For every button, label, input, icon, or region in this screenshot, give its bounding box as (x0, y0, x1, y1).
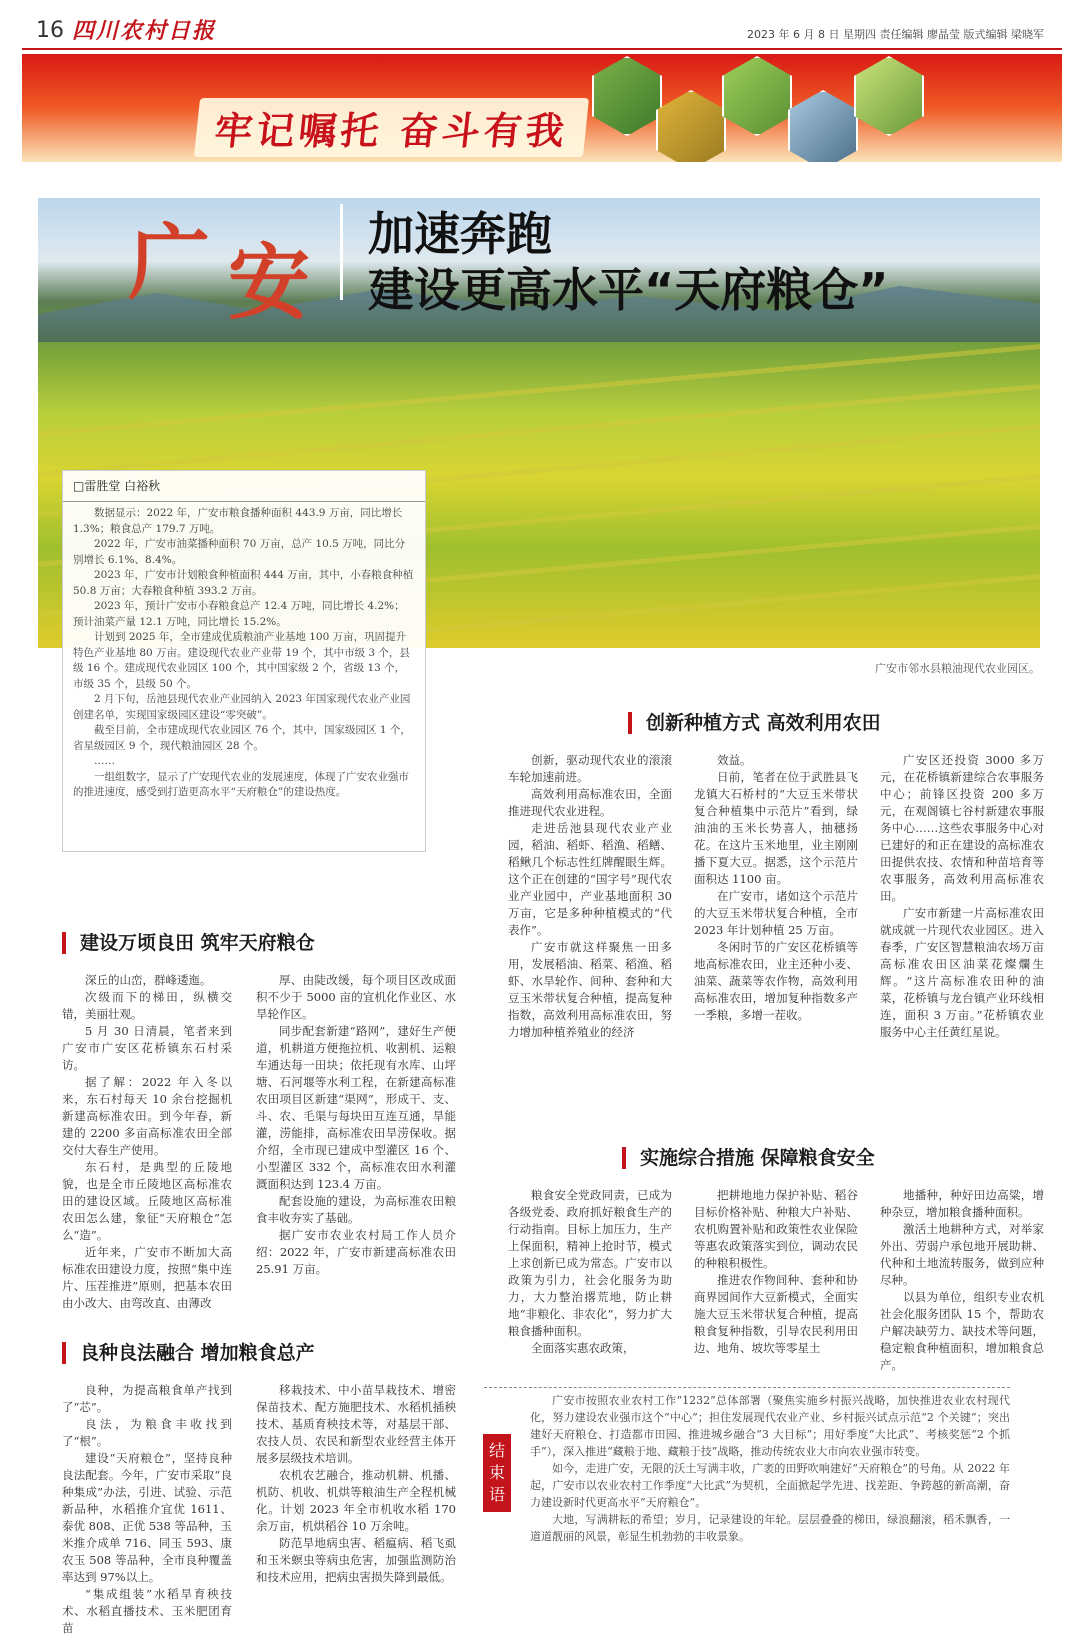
section-farmland-col-1 (62, 972, 232, 1312)
data-paragraph: …… (94, 755, 115, 767)
paragraph: 粮食安全党政同责，已成为各级党委、政府抓好粮食生产的行动指南。目标上加压力，生产上保面积，精神上抢时节，模式上求创新已成为常态。广安市以政策为引力，社会化服务为助力，大力整治撂荒地，防止耕地“非粮化、非农化”，努力扩大粮食播种面积。 (508, 1188, 672, 1338)
paragraph: 在广安市，诸如这个示范片的大豆玉米带状复合种植，全市 2023 年计划种植 25 万亩。 (694, 889, 858, 937)
banner-photo-grain (656, 90, 726, 162)
paragraph: 良种，为提高粮食单产找到了“芯”。 (62, 1383, 232, 1414)
paragraph: 5 月 30 日清晨，笔者来到广安市广安区花桥镇东石村采访。 (62, 1024, 232, 1072)
data-paragraph: 2 月下旬，岳池县现代农业产业园纳入 2023 年国家现代农业产业园创建名单，实现国家级园区建设“零突破”。 (73, 693, 411, 721)
section-planting-col-1 (508, 752, 672, 1041)
data-paragraph: 2022 年，广安市油菜播种面积 70 万亩，总产 10.5 万吨，同比分别增长 6.1%、8.4%。 (73, 538, 406, 566)
section-planting-col-3 (880, 752, 1044, 1041)
data-paragraph: 截至目前，全市建成现代农业园区 76 个，其中，国家级园区 1 个，省星级园区 9 个，现代粮油园区 28 个。 (73, 724, 411, 752)
paragraph: 同步配套新建“路网”，建好生产便道，机耕道方便拖拉机、收割机、运粮车通达每一田块；依托现有水库、山坪塘、石河堰等水利工程，在新建高标准农田项目区新建“渠网”，形成干、支、斗、农、毛渠与每块田互连互通，旱能灌，涝能排，高标准农田旱涝保收。据介绍，全市现已建成中型灌区 16 个、小型灌区 332 个，高标准农田水利灌溉面积达到 123.4 万亩。 (256, 1024, 456, 1191)
paragraph: 建设“天府粮仓”，坚持良种良法配套。今年，广安市采取“良种集成”办法，引进、试验、示范新品种，水稻推介宜优 1611、泰优 808、正优 538 等品种，玉米推介成单 716、同玉 593、康农玉 508 等品种，全市良种覆盖率达到 97%以上。 (62, 1451, 232, 1584)
paragraph: 良法，为粮食丰收找到了“根”。 (62, 1417, 232, 1448)
paragraph: 近年来，广安市不断加大高标准农田建设力度，按照“集中连片、压茬推进”原则，把基本农田由小改大、由弯改直、由薄改 (62, 1245, 232, 1310)
section-seeds-col-2 (256, 1382, 456, 1586)
paragraph: 广安市就这样聚焦一田多用，发展稻油、稻菜、稻渔、稻虾、水旱轮作、间种、套种和大豆玉米带状复合种植，提高复种指数，高效利用高标准农田，努力增加种植养殖业的经济 (508, 940, 672, 1039)
paragraph: 效益。 (717, 753, 752, 767)
paragraph: 创新，驱动现代农业的滚滚车轮加速前进。 (508, 753, 672, 784)
paragraph: 推进农作物间种、套种和协商界园间作大豆新模式，全面实施大豆玉米带状复合种植，提高粮食复种指数，引导农民利用田边、地角、坡坎等零星土 (694, 1273, 858, 1355)
data-paragraph: 2023 年，预计广安市小春粮食总产 12.4 万吨，同比增长 4.2%；预计油菜产量 12.1 万吨，同比增长 15.2%。 (73, 600, 405, 628)
data-paragraph: 一组组数字，显示了广安现代农业的发展速度，体现了广安农业强市的推进速度，感受到打造更高水平“天府粮仓”的建设热度。 (73, 770, 409, 798)
section-security-col-2 (694, 1187, 858, 1357)
paragraph: 据广安市农业农村局工作人员介绍：2022 年，广安市新建高标准农田 25.91 万亩。 (256, 1228, 456, 1276)
section-farmland-col-2 (256, 972, 456, 1278)
conclusion-tag: 结束语 (483, 1434, 511, 1512)
section-security-col-3 (880, 1187, 1044, 1374)
masthead-rule (22, 48, 1062, 50)
banner (22, 54, 1062, 162)
paragraph: 地播种，种好田边高粱，增种杂豆，增加粮食播种面积。 (880, 1188, 1044, 1219)
paragraph: 全面落实惠农政策， (531, 1341, 635, 1355)
conclusion-text (530, 1392, 1010, 1545)
paragraph: “集成组装”水稻旱育秧技术、水稻直播技术、玉米肥团育苗 (62, 1587, 232, 1635)
conclusion-rule (484, 1387, 1010, 1388)
paragraph: 以县为单位，组织专业农机社会化服务团队 15 个，帮助农户解决缺劳力、缺技术等问题，稳定粮食种植面积，增加粮食总产。 (880, 1290, 1044, 1372)
section-heading-food-security: 实施综合措施 保障粮食安全 (622, 1147, 875, 1169)
page-number: 16 (36, 18, 64, 43)
paragraph: 东石村，是典型的丘陵地貌，也是全市丘陵地区高标准农田的建设区域。丘陵地区高标准农田怎么建，象征“天府粮仓”怎么“造”。 (62, 1160, 232, 1242)
newspaper-name: 四川农村日报 (72, 18, 217, 44)
paragraph: 农机农艺融合，推动机耕、机播、机防、机收、机烘等粮油生产全程机械化。计划 2023 年全市机收水稻 170 余万亩，机烘稻谷 10 万余吨。 (256, 1468, 456, 1533)
headline-line-1: 加速奔跑 (368, 207, 552, 261)
paragraph: 广安市按照农业农村工作“1232”总体部署（聚焦实施乡村振兴战略，加快推进农业农村现代化，努力建设农业强市这个“中心”；担住发展现代农业产业、乡村振兴试点示范“2 个关键”；突出建好天府粮仓、打造都市田园、推进城乡融合“3 大目标”；用好季度“大比武”、考核奖惩“2 个抓手”），深入推进“藏粮于地、藏粮于技”战略，推动传统农业大市向农业强市转变。 (530, 1394, 1010, 1458)
headline-place-char-2: 安 (228, 235, 311, 331)
banner-slogan: 牢记嘱托 奋斗有我 (194, 98, 589, 157)
field-stripe (38, 344, 1040, 437)
section-heading-seeds: 良种良法融合 增加粮食总产 (62, 1342, 315, 1364)
headline-line-2: 建设更高水平“天府粮仓” (368, 263, 889, 317)
paragraph: 据了解：2022 年入冬以来，东石村每天 10 余台挖掘机新建高标准农田。到今年春，新建的 2200 多亩高标准农田全部交付大春生产使用。 (62, 1075, 232, 1157)
section-heading-farmland: 建设万顷良田 筑牢天府粮仓 (62, 932, 315, 954)
masthead (0, 0, 1080, 50)
paragraph: 配套设施的建设，为高标准农田粮食丰收夯实了基础。 (256, 1194, 456, 1225)
banner-photo-cow (854, 56, 924, 136)
banner-photo-greenhouse (788, 90, 858, 162)
section-seeds-col-1 (62, 1382, 232, 1637)
field-stripe (38, 384, 1040, 477)
paragraph: 激活土地耕种方式，对举家外出、劳弱户承包地开展助耕、代种和土地流转服务，做到应种尽种。 (880, 1222, 1044, 1287)
data-summary-box (62, 470, 426, 852)
headline-divider (340, 204, 343, 300)
paragraph: 日前，笔者在位于武胜县飞龙镇大石桥村的“大豆玉米带状复合种植集中示范片”看到，绿油油的玉米长势喜人，抽穗扬花。在这片玉米地里，业主刚刚播下夏大豆。据悉，这个示范片面积达 1100 亩。 (694, 770, 858, 886)
data-summary-text (63, 506, 425, 801)
paragraph: 厚、由陡改缓，每个项目区改成面积不少于 5000 亩的宜机化作业区、水旱轮作区。 (256, 973, 456, 1021)
paragraph: 移栽技术、中小苗旱栽技术、增密保苗技术、配方施肥技术、水稻机插秧技术、基质育秧技术等，对基层干部、农技人员、农民和新型农业经营主体开展多层级技术培训。 (256, 1383, 456, 1465)
paragraph: 深丘的山峦，群峰逶迤。 (85, 973, 212, 987)
banner-photo-rice (722, 56, 792, 136)
section-planting-col-2 (694, 752, 858, 1024)
paragraph: 高效利用高标准农田，全面推进现代农业进程。 (508, 787, 672, 818)
paragraph: 大地，写满耕耘的希望；岁月，记录建设的年轮。层层叠叠的梯田，绿浪翻滚，稻禾飘香，一道道靓丽的风景，彰显生机勃勃的丰收景象。 (530, 1513, 1010, 1543)
headline-place-char-1: 广 (128, 215, 211, 311)
byline-rule (63, 501, 425, 502)
data-paragraph: 2023 年，广安市计划粮食种植面积 444 万亩，其中，小春粮食种植 50.8 万亩；大春粮食种植 393.2 万亩。 (73, 569, 414, 597)
paragraph: 把耕地地力保护补贴、稻谷目标价格补贴、种粮大户补贴、农机购置补贴和政策性农业保险等惠农政策落实到位，调动农民的种粮积极性。 (694, 1188, 858, 1270)
issue-info: 2023 年 6 月 8 日 星期四 责任编辑 廖晶莹 版式编辑 梁晓军 (747, 28, 1044, 41)
data-paragraph: 数据显示：2022 年，广安市粮食播种面积 443.9 万亩，同比增长 1.3%；粮食总产 179.7 万吨。 (73, 507, 403, 535)
data-paragraph: 计划到 2025 年，全市建成优质粮油产业基地 100 万亩，巩固提升特色产业基地 80 万亩。建设现代农业产业带 19 个，其中市级 3 个，县级 16 个。建成现代农业园区 100 个，其中国家级 2 个，省级 13 个，市级 35 个，县级 50 个。 (73, 631, 410, 690)
paragraph: 冬闲时节的广安区花桥镇等地高标准农田，业主还种小麦、油菜、蔬菜等农作物，高效利用高标准农田，增加复种指数多产一季粮，多增一茬收。 (694, 940, 858, 1022)
section-heading-planting: 创新种植方式 高效利用农田 (628, 712, 881, 734)
paragraph: 如今，走进广安，无限的沃土写满丰收，广袤的田野吹响建好“天府粮仓”的号角。从 2022 年起，广安市以农业农村工作季度“大比武”为契机，全面掀起学先进、找差距、争跨越的新高潮，奋力建设新时代更高水平“天府粮仓”。 (530, 1462, 1010, 1509)
paragraph: 走进岳池县现代农业产业园，稻油、稻虾、稻渔、稻鳝、稻鳅几个标志性红牌醒眼生辉。这个正在创建的“国字号”现代农业产业园中，产业基地面积 30 万亩，它是多种种植模式的“代表作”。 (508, 821, 672, 937)
byline: □雷胜堂 白裕秋 (73, 479, 161, 493)
paragraph: 防范旱地病虫害、稻瘟病、稻飞虱和玉米螟虫等病虫危害，加强监测防治和技术应用，把病虫害损失降到最低。 (256, 1536, 456, 1584)
banner-photo-field (592, 56, 662, 136)
photo-caption: 广安市邻水县粮油现代农业园区。 (875, 662, 1040, 675)
paragraph: 广安市新建一片高标准农田就成就一片现代农业园区。进入春季，广安区智慧粮油农场万亩高标准农田区油菜花燦爛生辉。“这片高标准农田种的油菜，花桥镇与龙台镇产业环线相连，面积 3 万亩。”花桥镇农业服务中心主任黄红星说。 (880, 906, 1044, 1039)
section-security-col-1 (508, 1187, 672, 1357)
paragraph: 次级而下的梯田，纵横交错，美丽壮观。 (62, 990, 232, 1021)
paragraph: 广安区还投资 3000 多万元，在花桥镇新建综合农事服务中心；前锋区投资 200 多万元，在观阁镇七谷村新建农事服务中心……这些农事服务中心对已建好的和正在建设的高标准农田提供农技、农情和种苗培育等农事服务，高效利用高标准农田。 (880, 753, 1044, 903)
